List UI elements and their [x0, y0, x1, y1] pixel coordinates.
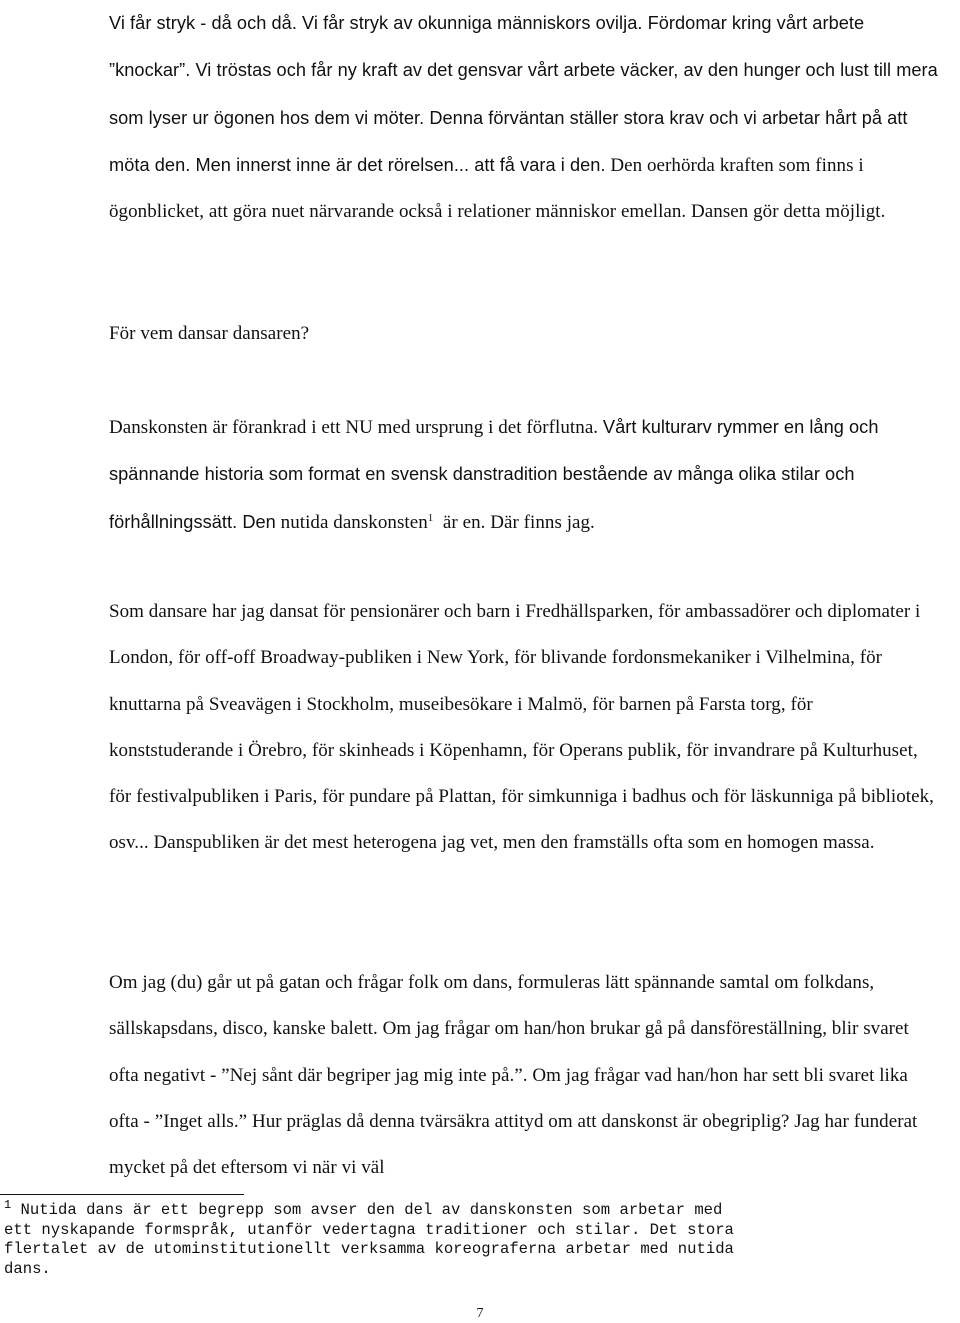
paragraph-3-tail: är en. Där finns jag. [442, 511, 595, 533]
paragraph-1-sans-text: Vi får stryk - då och då. Vi får stryk av okunniga människors ovilja. Fördomar kring vårt arbete ”knockar”. Vi tröstas och får ny kraft av det gensvar vårt arbete väcker, av den hunger och lust till mera som lyser ur ögonen hos dem vi möter. Denna förväntan ställer stora krav och vi arbetar hårt på att möta den. Men innerst inne är det rörelsen... att få vara i den. [109, 13, 938, 175]
paragraph-4: Som dansare har jag dansat för pensionärer och barn i Fredhällsparken, för ambassadörer och diplomater i London, för off-off Broadway-publiken i New York, för blivande fordonsmekaniker i Vilhelmina, för knuttarna på Sveavägen i Stockholm, museibesökare i Malmö, för barnen på Farsta torg, för konststuderande i Örebro, för skinheads i Köpenhamn, för Operans publik, för invandrare på Kulturhuset, för festivalpubliken i Paris, för pundare på Plattan, för simkunniga i badhus och för läskunniga på bibliotek, osv... Danspubliken är det mest heterogena jag vet, men den framställs ofta som en homogen massa. [109, 601, 934, 854]
footnote [4, 1198, 944, 1280]
footnote-reference[interactable]: 1 [427, 511, 434, 524]
paragraph-3-serif-text: Danskonsten är förankrad i ett NU med ursprung i det förflutna. [109, 417, 599, 438]
footnote-separator [0, 1194, 244, 1195]
footnote-text: Nutida dans är ett begrepp som avser den del av danskonsten som arbetar med ett nyskapande formspråk, utanför vedertagna traditioner och stilar. Det stora flertalet av de utominstitutionellt verksamma koreograferna arbetar med nutida dans. [4, 1201, 734, 1279]
page-number: 7 [476, 1306, 484, 1321]
paragraph-5: Om jag (du) går ut på gatan och frågar folk om dans, formuleras lätt spännande samtal om folkdans, sällskapsdans, disco, kanske balett. Om jag frågar om han/hon brukar gå på dansföreställning, blir svaret ofta negativt - ”Nej sånt där begriper jag mig inte på.”. Om jag frågar vad han/hon har sett bli svaret lika ofta - ”Inget alls.” Hur präglas då denna tvärsäkra attityd om att danskonst är obegriplig? Jag har funderat mycket på det eftersom vi när vi väl [109, 972, 918, 1179]
paragraph-question-heading: För vem dansar dansaren? [109, 323, 310, 344]
paragraph-3-term: nutida danskonsten [280, 511, 428, 533]
paragraph-3 [109, 404, 939, 546]
paragraph-1 [109, 0, 939, 235]
paragraph-3-sans-text: Vårt kulturarv rymmer en lång och spännande historia som format en svensk danstradition bestående av många olika stilar och förhållningssätt. Den [109, 417, 879, 532]
paragraph-1-serif-text: Den oerhörda kraften som finns i ögonblicket, att göra nuet närvarande också i relationer människor emellan. Dansen gör detta möjligt. [109, 154, 886, 223]
footnote-mark: 1 [4, 1198, 12, 1212]
